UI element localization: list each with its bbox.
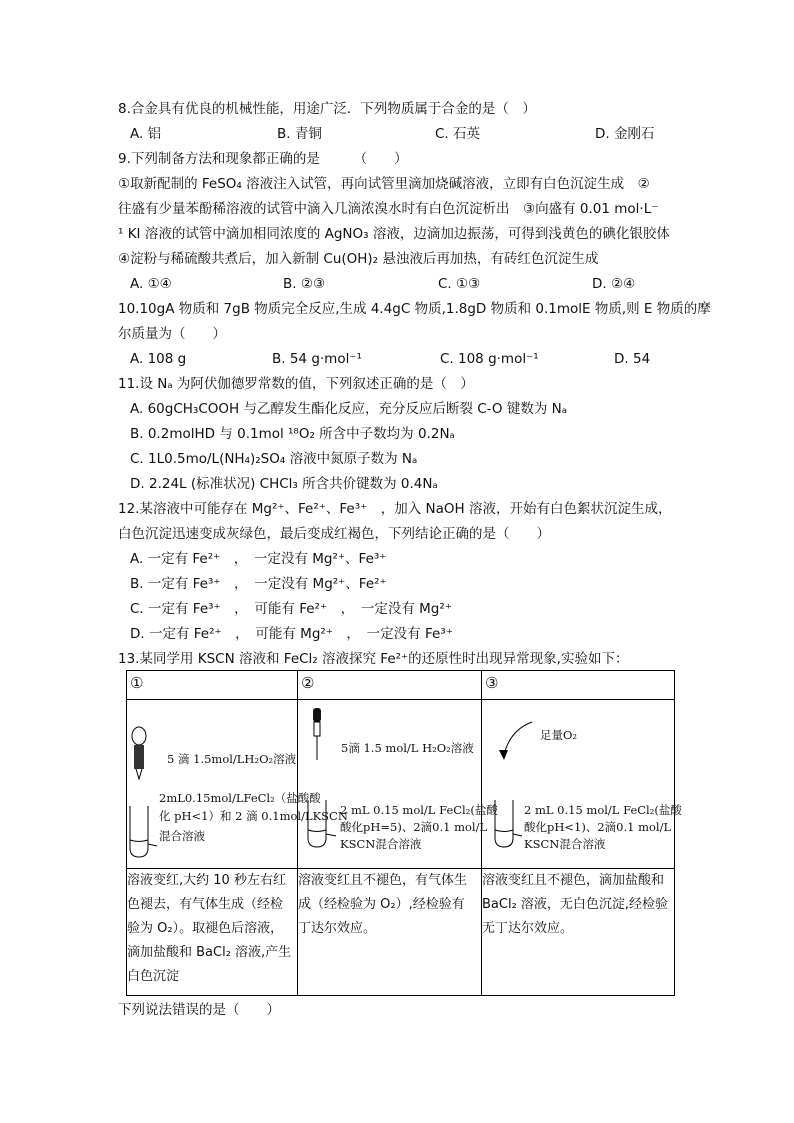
q10-line-2: 尔质量为（ ） (118, 326, 226, 342)
q9-line-1: ①取新配制的 FeSO₄ 溶液注入试管，再向试管里滴加烧碱溶液，立即有白色沉淀生成 ② (118, 176, 650, 192)
experiment-figure-3 (482, 700, 682, 869)
result-cell-1: 溶液变红,大约 10 秒左右红 色褪去，有气体生成（经检 验为 O₂）。取褪色后溶液， 滴加盐酸和 BaCl₂ 溶液,产生 白色沉淀 (127, 869, 298, 996)
reagent-label: 5滴 1.5 mol/L H₂O₂溶液 (341, 741, 474, 755)
q13-question: 下列说法错误的是（ ） (118, 1002, 280, 1018)
table-header-1: ① (127, 671, 298, 700)
option-b[interactable]: B. 54 g·mol⁻¹ (272, 351, 362, 367)
tube-label-line: 2 mL 0.15 mol/L FeCl₂(盐酸 (340, 803, 498, 817)
table-header-3: ③ (482, 671, 675, 700)
q11-option-b[interactable]: B. 0.2molHD 与 0.1mol ¹⁸O₂ 所含中子数均为 0.2Nₐ (130, 426, 455, 442)
option-a[interactable]: A. ①④ (130, 276, 172, 292)
reagent-label: 5 滴 1.5mol/LH₂O₂溶液 (167, 752, 297, 766)
q12-option-b[interactable]: B. 一定有 Fe³⁺ ， 一定没有 Mg²⁺、Fe²⁺ (130, 576, 387, 592)
table-header-2: ② (298, 671, 482, 700)
option-b[interactable]: B. 青铜 (277, 126, 322, 142)
q10-line-1: 10.10gA 物质和 7gB 物质完全反应,生成 4.4gC 物质,1.8gD 物质和 0.1molE 物质,则 E 物质的摩 (118, 301, 711, 317)
q8-stem: 8.合金具有优良的机械性能，用途广泛．下列物质属于合金的是（ ） (118, 101, 536, 117)
q13-stem: 13.某同学用 KSCN 溶液和 FeCl₂ 溶液探究 Fe²⁺的还原性时出现异常现象,实验如下： (118, 651, 629, 667)
tube-label-line: 酸化pH<1)、2滴0.1 mol/L (524, 820, 672, 834)
experiment-figure-1 (127, 700, 348, 869)
option-a[interactable]: A. 铝 (130, 126, 162, 142)
option-d[interactable]: D. 54 (614, 351, 651, 367)
result-cell-3: 溶液变红且不褪色，滴加盐酸和 BaCl₂ 溶液，无白色沉淀,经检验 无丁达尔效应。 (482, 869, 675, 996)
tube-label-line: 2 mL 0.15 mol/L FeCl₂(盐酸 (524, 803, 682, 817)
option-a[interactable]: A. 108 g (130, 351, 187, 367)
option-d[interactable]: D. 金刚石 (595, 126, 655, 142)
option-c[interactable]: C. 石英 (435, 126, 481, 142)
option-d[interactable]: D. ②④ (592, 276, 636, 292)
q9-line-4: ④淀粉与稀硫酸共煮后，加入新制 Cu(OH)₂ 悬浊液后再加热，有砖红色沉淀生成 (118, 251, 599, 267)
q12-option-a[interactable]: A. 一定有 Fe²⁺ ， 一定没有 Mg²⁺、Fe³⁺ (130, 551, 387, 567)
gas-label: 足量O₂ (540, 728, 578, 742)
q12-option-d[interactable]: D. 一定有 Fe²⁺ ， 可能有 Mg²⁺ ， 一定没有 Fe³⁺ (130, 626, 453, 642)
option-b[interactable]: B. ②③ (283, 276, 326, 292)
tube-label-line: 2mL0.15mol/LFeCl₂（盐酸酸 (159, 791, 321, 805)
tube-label-line: 化 pH<1）和 2 滴 0.1mol/LKSCN (159, 809, 348, 823)
q11-option-a[interactable]: A. 60gCH₃COOH 与乙醇发生酯化反应，充分反应后断裂 C-O 键数为 Nₐ (130, 401, 567, 417)
q12-line-1: 12.某溶液中可能存在 Mg²⁺、Fe²⁺、Fe³⁺ ，加入 NaOH 溶液，开始有白色絮状沉淀生成， (118, 501, 672, 517)
q11-option-d[interactable]: D. 2.24L (标准状况) CHCl₃ 所含共价键数为 0.4Nₐ (130, 476, 438, 492)
tube-label-line: KSCN混合溶液 (340, 837, 422, 851)
q11-stem: 11.设 Nₐ 为阿伏伽德罗常数的值，下列叙述正确的是（ ） (118, 376, 474, 392)
result-cell-2: 溶液变红且不褪色，有气体生 成（经检验为 O₂）,经检验有 丁达尔效应。 (298, 869, 482, 996)
option-c[interactable]: C. ①③ (438, 276, 481, 292)
option-c[interactable]: C. 108 g·mol⁻¹ (440, 351, 539, 367)
experiment-table (126, 670, 682, 996)
q11-option-c[interactable]: C. 1L0.5mo/L(NH₄)₂SO₄ 溶液中氮原子数为 Nₐ (130, 451, 418, 467)
q9-line-3: ¹ KI 溶液的试管中滴加相同浓度的 AgNO₃ 溶液，边滴加边振荡，可得到浅黄色的碘化银胶体 (118, 226, 670, 242)
tube-label-line: 混合溶液 (159, 829, 205, 843)
q9-line-2: 往盛有少量苯酚稀溶液的试管中滴入几滴浓溴水时有白色沉淀析出 ③向盛有 0.01 mol·L⁻ (118, 201, 659, 217)
q9-stem: 9.下列制备方法和现象都正确的是 （ ） (118, 151, 408, 167)
tube-label-line: 酸化pH=5)、2滴0.1 mol/L (340, 820, 488, 834)
q12-line-2: 白色沉淀迅速变成灰绿色，最后变成红褐色，下列结论正确的是（ ） (118, 526, 550, 542)
experiment-figure-2 (298, 700, 498, 869)
tube-label-line: KSCN混合溶液 (524, 837, 606, 851)
q12-option-c[interactable]: C. 一定有 Fe³⁺ ， 可能有 Fe²⁺ ， 一定没有 Mg²⁺ (130, 601, 452, 617)
dropper-and-test-tube-icon (127, 700, 348, 868)
